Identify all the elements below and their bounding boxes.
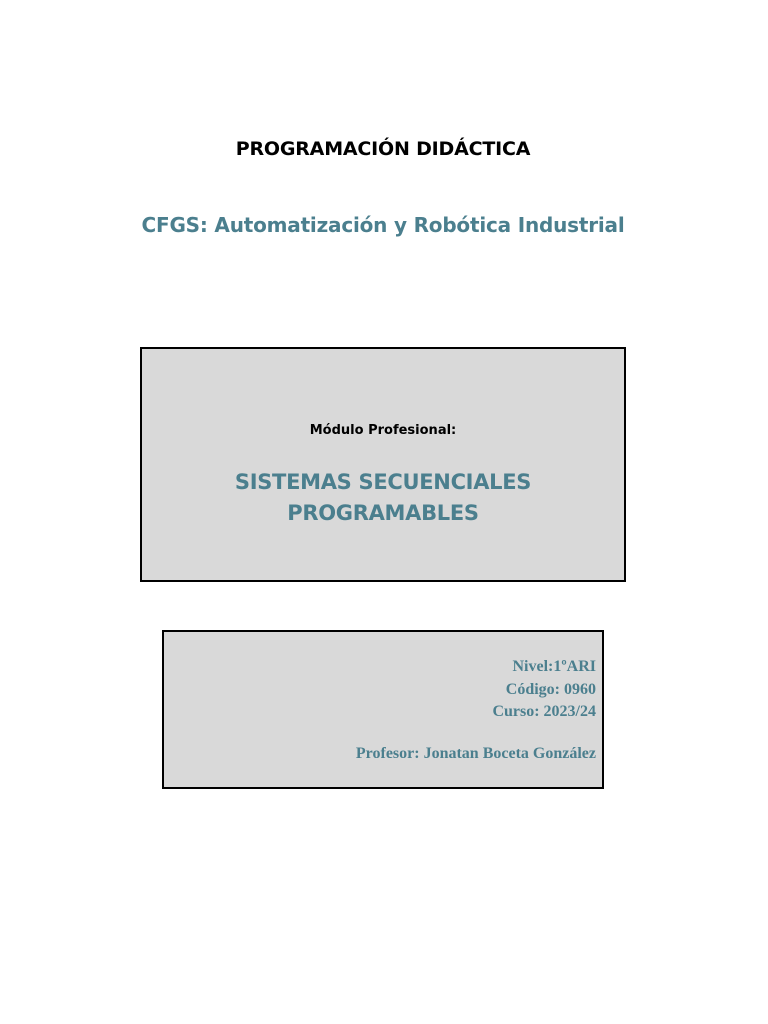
document-subtitle: CFGS: Automatización y Robótica Industrial: [141, 213, 625, 237]
curso-text: Curso: 2023/24: [492, 703, 596, 720]
course-details: [492, 656, 596, 724]
profesor-text: Profesor: Jonatan Boceta González: [355, 745, 596, 762]
codigo-text: Código: 0960: [505, 680, 596, 698]
module-name: [142, 467, 624, 529]
module-name-line-1: SISTEMAS SECUENCIALES: [234, 470, 532, 494]
module-box: [140, 347, 626, 582]
nivel-text: Nivel:1ºARI: [512, 658, 596, 675]
document-title: PROGRAMACIÓN DIDÁCTICA: [235, 138, 531, 160]
info-box: [162, 630, 604, 789]
module-name-line-2: PROGRAMABLES: [287, 501, 479, 525]
module-label: Módulo Profesional:: [309, 423, 457, 438]
